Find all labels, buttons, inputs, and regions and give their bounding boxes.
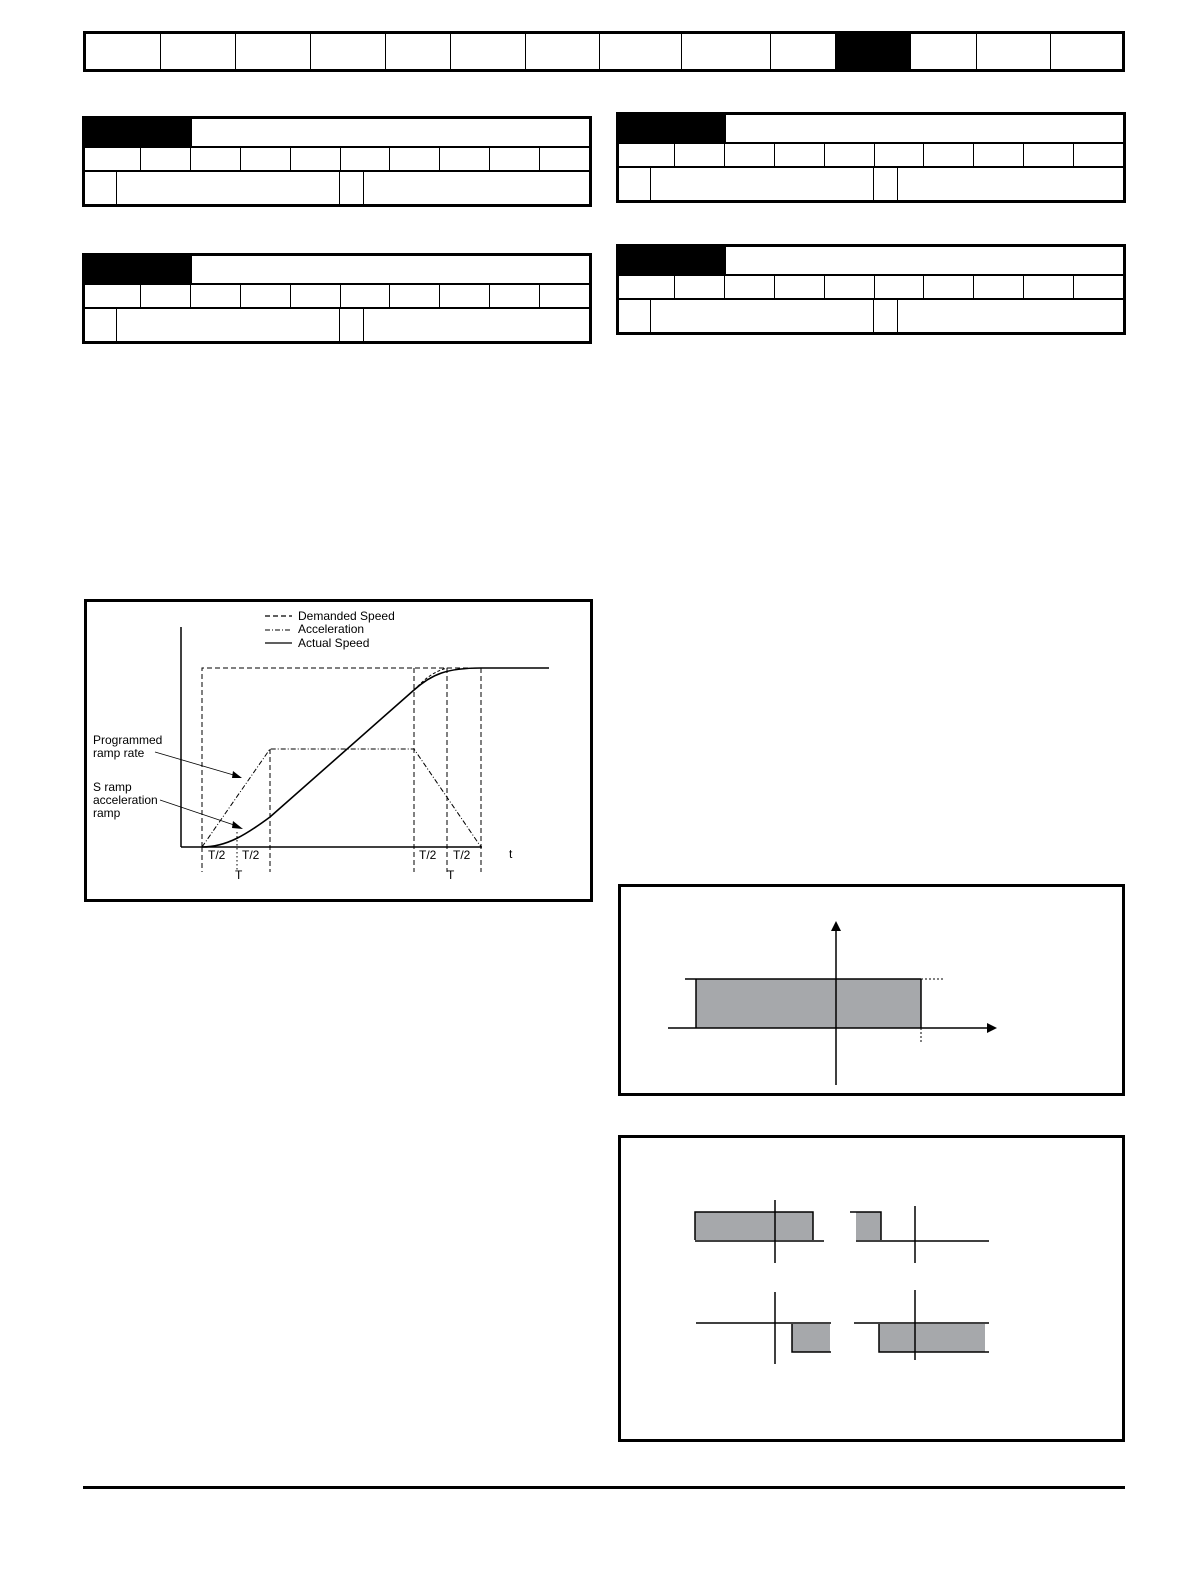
parameter-attribute-row — [85, 146, 589, 172]
demanded-speed-line — [202, 668, 549, 847]
parameter-attribute-row — [85, 283, 589, 309]
label-sramp-line1: S ramp — [93, 780, 132, 794]
parameter-number-cell — [85, 119, 192, 146]
legend-demanded-speed: Demanded Speed — [298, 609, 395, 623]
x-axis-arrow-icon — [987, 1023, 997, 1033]
nav-tab[interactable] — [451, 34, 526, 69]
label-programmed-line2: ramp rate — [93, 746, 145, 760]
nav-tab[interactable] — [682, 34, 771, 69]
parameter-header — [85, 256, 589, 285]
nav-tab[interactable] — [1051, 34, 1122, 69]
acceleration-line — [202, 749, 481, 847]
parameter-attribute-row — [619, 274, 1123, 300]
parameter-number-cell — [619, 115, 726, 142]
nav-tab[interactable] — [161, 34, 236, 69]
nav-tab[interactable] — [771, 34, 836, 69]
four-quadrant-diagram — [621, 1138, 1122, 1439]
legend-actual-speed: Actual Speed — [298, 636, 370, 650]
s-ramp-figure — [84, 599, 593, 902]
label-programmed-line1: Programmed — [93, 733, 163, 747]
legend-acceleration: Acceleration — [298, 622, 365, 636]
parameter-range-row — [619, 298, 1123, 332]
speed-window-figure — [618, 884, 1125, 1096]
label-half-period: T/2 — [242, 848, 260, 862]
parameter-range-row — [85, 307, 589, 341]
actual-speed-curve — [202, 668, 549, 847]
parameter-header — [85, 119, 589, 148]
speed-window-fill — [696, 979, 921, 1028]
nav-tab[interactable] — [911, 34, 977, 69]
label-half-period: T/2 — [453, 848, 471, 862]
time-axis-label: t — [509, 847, 513, 861]
s-ramp-diagram — [87, 602, 590, 899]
four-quadrant-figure — [618, 1135, 1125, 1442]
label-half-period: T/2 — [208, 848, 226, 862]
label-period: T — [447, 868, 455, 882]
parameter-range-row — [619, 166, 1123, 200]
footer-rule — [83, 1486, 1125, 1489]
label-half-period: T/2 — [419, 848, 437, 862]
parameter-number-cell — [85, 256, 192, 283]
parameter-box — [82, 253, 592, 344]
parameter-header — [619, 247, 1123, 276]
label-period: T — [235, 868, 243, 882]
parameter-number-cell — [619, 247, 726, 274]
y-axis-arrow-icon — [831, 921, 841, 931]
programmed-pointer — [155, 752, 237, 776]
chapter-nav-bar — [83, 31, 1125, 72]
nav-tab[interactable] — [236, 34, 311, 69]
nav-tab[interactable] — [86, 34, 161, 69]
parameter-box — [616, 244, 1126, 335]
nav-tab-active[interactable] — [836, 34, 911, 69]
speed-window-diagram — [621, 887, 1122, 1093]
parameter-attribute-row — [619, 142, 1123, 168]
parameter-box — [82, 116, 592, 207]
label-sramp-line2: acceleration — [93, 793, 158, 807]
nav-tab[interactable] — [386, 34, 451, 69]
nav-tab[interactable] — [977, 34, 1051, 69]
nav-tab[interactable] — [526, 34, 600, 69]
nav-tab[interactable] — [600, 34, 682, 69]
label-sramp-line3: ramp — [93, 806, 121, 820]
parameter-range-row — [85, 170, 589, 204]
parameter-box — [616, 112, 1126, 203]
nav-tab[interactable] — [311, 34, 386, 69]
parameter-header — [619, 115, 1123, 144]
